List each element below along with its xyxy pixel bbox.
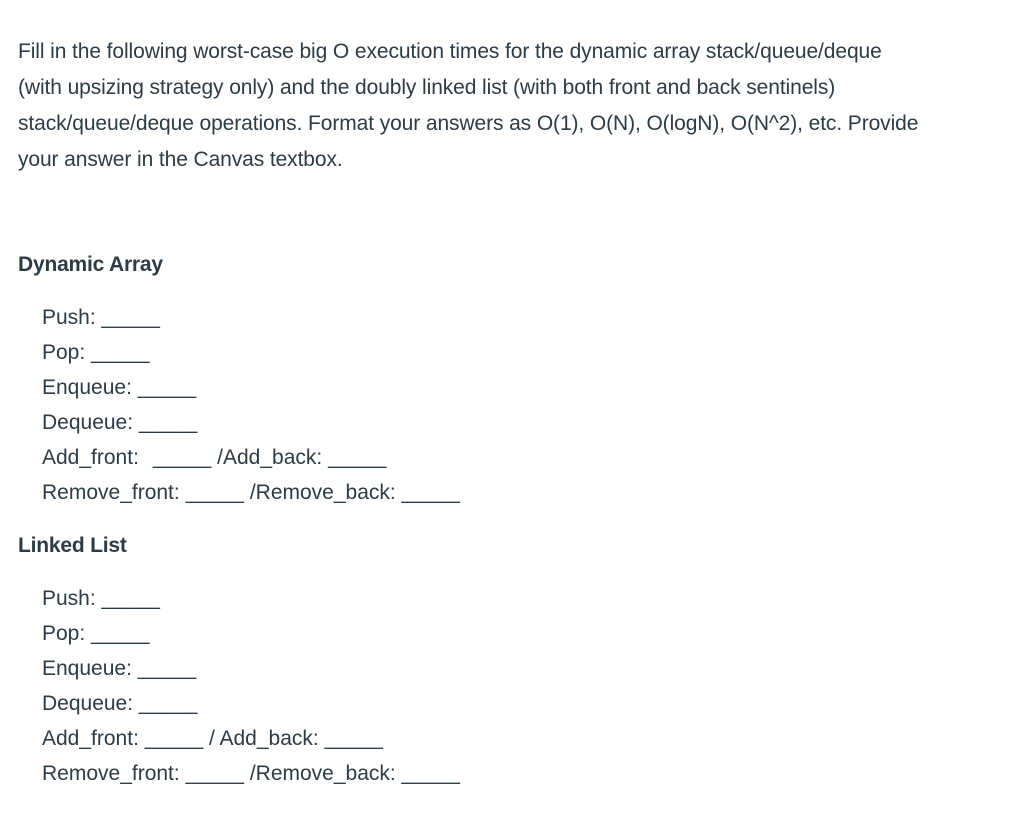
ll-dequeue-line: Dequeue: _____ (42, 692, 198, 715)
da-add-back-label: /Add_back: _____ (217, 446, 387, 469)
ll-pop-line: Pop: _____ (42, 622, 150, 645)
instruction-line: (with upsizing strategy only) and the doubly linked list (with both front and back sentinels) (18, 76, 836, 99)
dynamic-array-operations (42, 300, 460, 510)
da-dequeue-line: Dequeue: _____ (42, 411, 198, 434)
ll-enqueue-line: Enqueue: _____ (42, 657, 197, 680)
da-pop-line: Pop: _____ (42, 341, 150, 364)
question-instructions (18, 34, 1018, 178)
ll-remove-back-label: /Remove_back: _____ (249, 762, 460, 785)
ll-push-line: Push: _____ (42, 587, 160, 610)
ll-remove-line (42, 756, 460, 791)
da-enqueue-line: Enqueue: _____ (42, 376, 197, 399)
instruction-line: your answer in the Canvas textbox. (18, 148, 343, 171)
ll-add-back-label: / Add_back: _____ (208, 727, 383, 750)
da-remove-back-label: /Remove_back: _____ (249, 481, 460, 504)
ll-add-front-label: Add_front: _____ (42, 727, 204, 750)
linked-list-operations (42, 581, 460, 791)
da-remove-line (42, 475, 460, 510)
ll-add-line (42, 721, 460, 756)
da-push-line: Push: _____ (42, 306, 160, 329)
instruction-line: Fill in the following worst-case big O execution times for the dynamic array stack/queue/deque (18, 40, 882, 63)
linked-list-heading: Linked List (18, 534, 127, 557)
dynamic-array-heading: Dynamic Array (18, 253, 163, 276)
da-add-line (42, 440, 460, 475)
da-remove-front-label: Remove_front: _____ (42, 481, 244, 504)
ll-remove-front-label: Remove_front: _____ (42, 762, 244, 785)
da-add-front-label: Add_front: (42, 446, 139, 469)
instruction-line: stack/queue/deque operations. Format your answers as O(1), O(N), O(logN), O(N^2), etc. Provide (18, 112, 919, 135)
da-add-front-blank: _____ (152, 446, 212, 469)
